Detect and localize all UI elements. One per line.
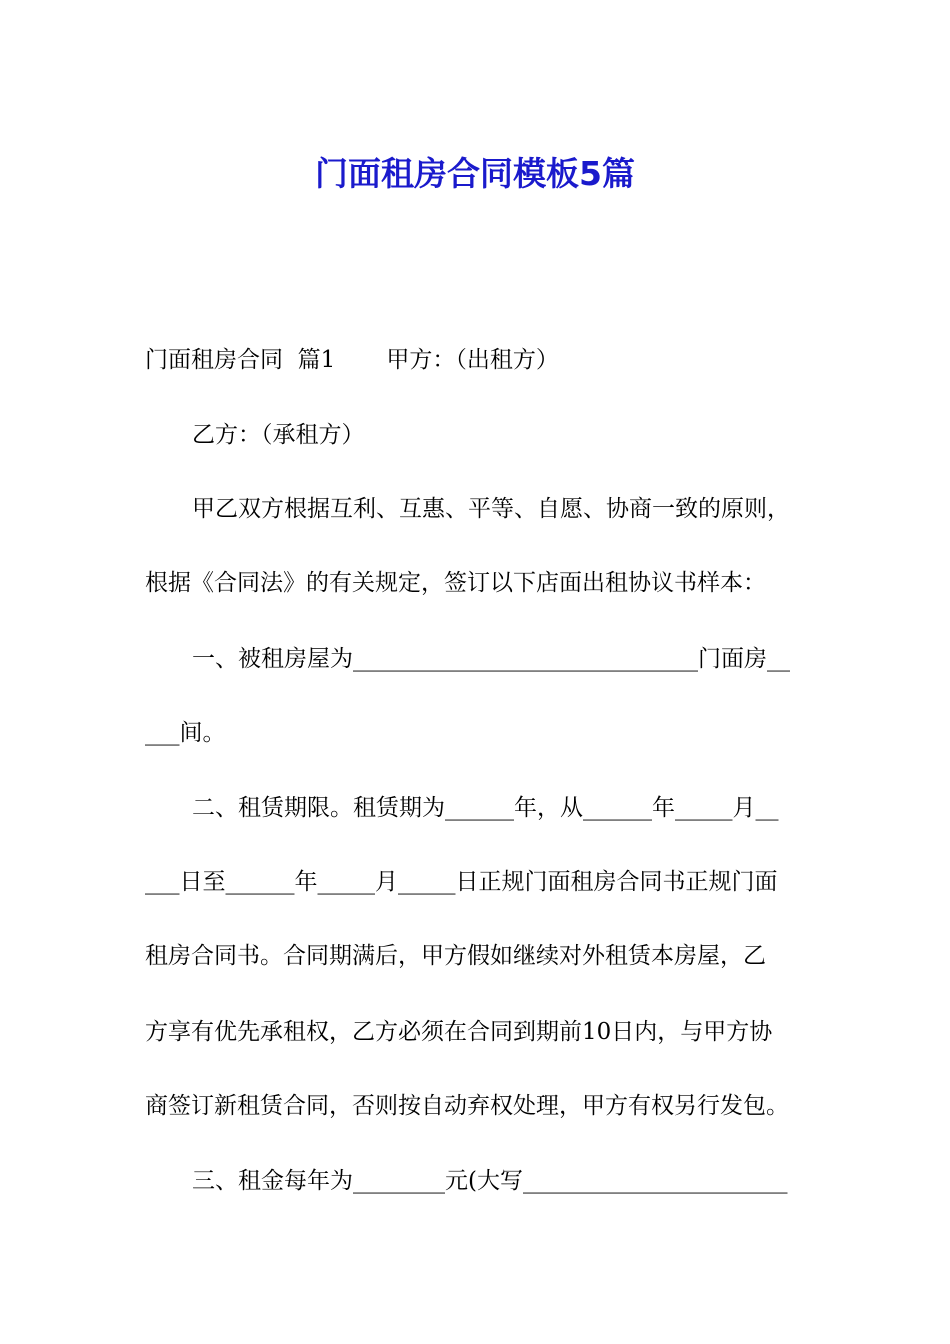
paragraph-line: 甲乙双方根据互利、互惠、平等、自愿、协商一致的原则，	[192, 496, 790, 522]
paragraph-line: 根据《合同法》的有关规定，签订以下店面出租协议书样本：	[145, 570, 766, 596]
clause-2-line: 二、租赁期限。租赁期为______年，从______年_____月__	[192, 795, 779, 821]
page-title: 门面租房合同模板5篇	[315, 154, 635, 194]
party-b-line: 乙方：（承租方）	[192, 422, 365, 448]
clause-2-line: 租房合同书。合同期满后，甲方假如继续对外租赁本房屋，乙	[145, 943, 766, 969]
clause-2-line: 方享有优先承租权，乙方必须在合同到期前10日内，与甲方协	[145, 1019, 773, 1045]
clause-3-line: 三、租金每年为________元(大写_______________________	[192, 1168, 788, 1194]
clause-1-line: ___间。	[145, 720, 226, 746]
contract-heading-line: 门面租房合同 篇1 甲方：（出租方）	[145, 347, 559, 373]
clause-1-line: 一、被租房屋为______________________________门面房__	[192, 646, 790, 672]
clause-2-line: 商签订新租赁合同，否则按自动弃权处理，甲方有权另行发包。	[145, 1093, 789, 1119]
clause-2-line: ___日至______年_____月_____日正规门面租房合同书正规门面	[145, 869, 778, 895]
